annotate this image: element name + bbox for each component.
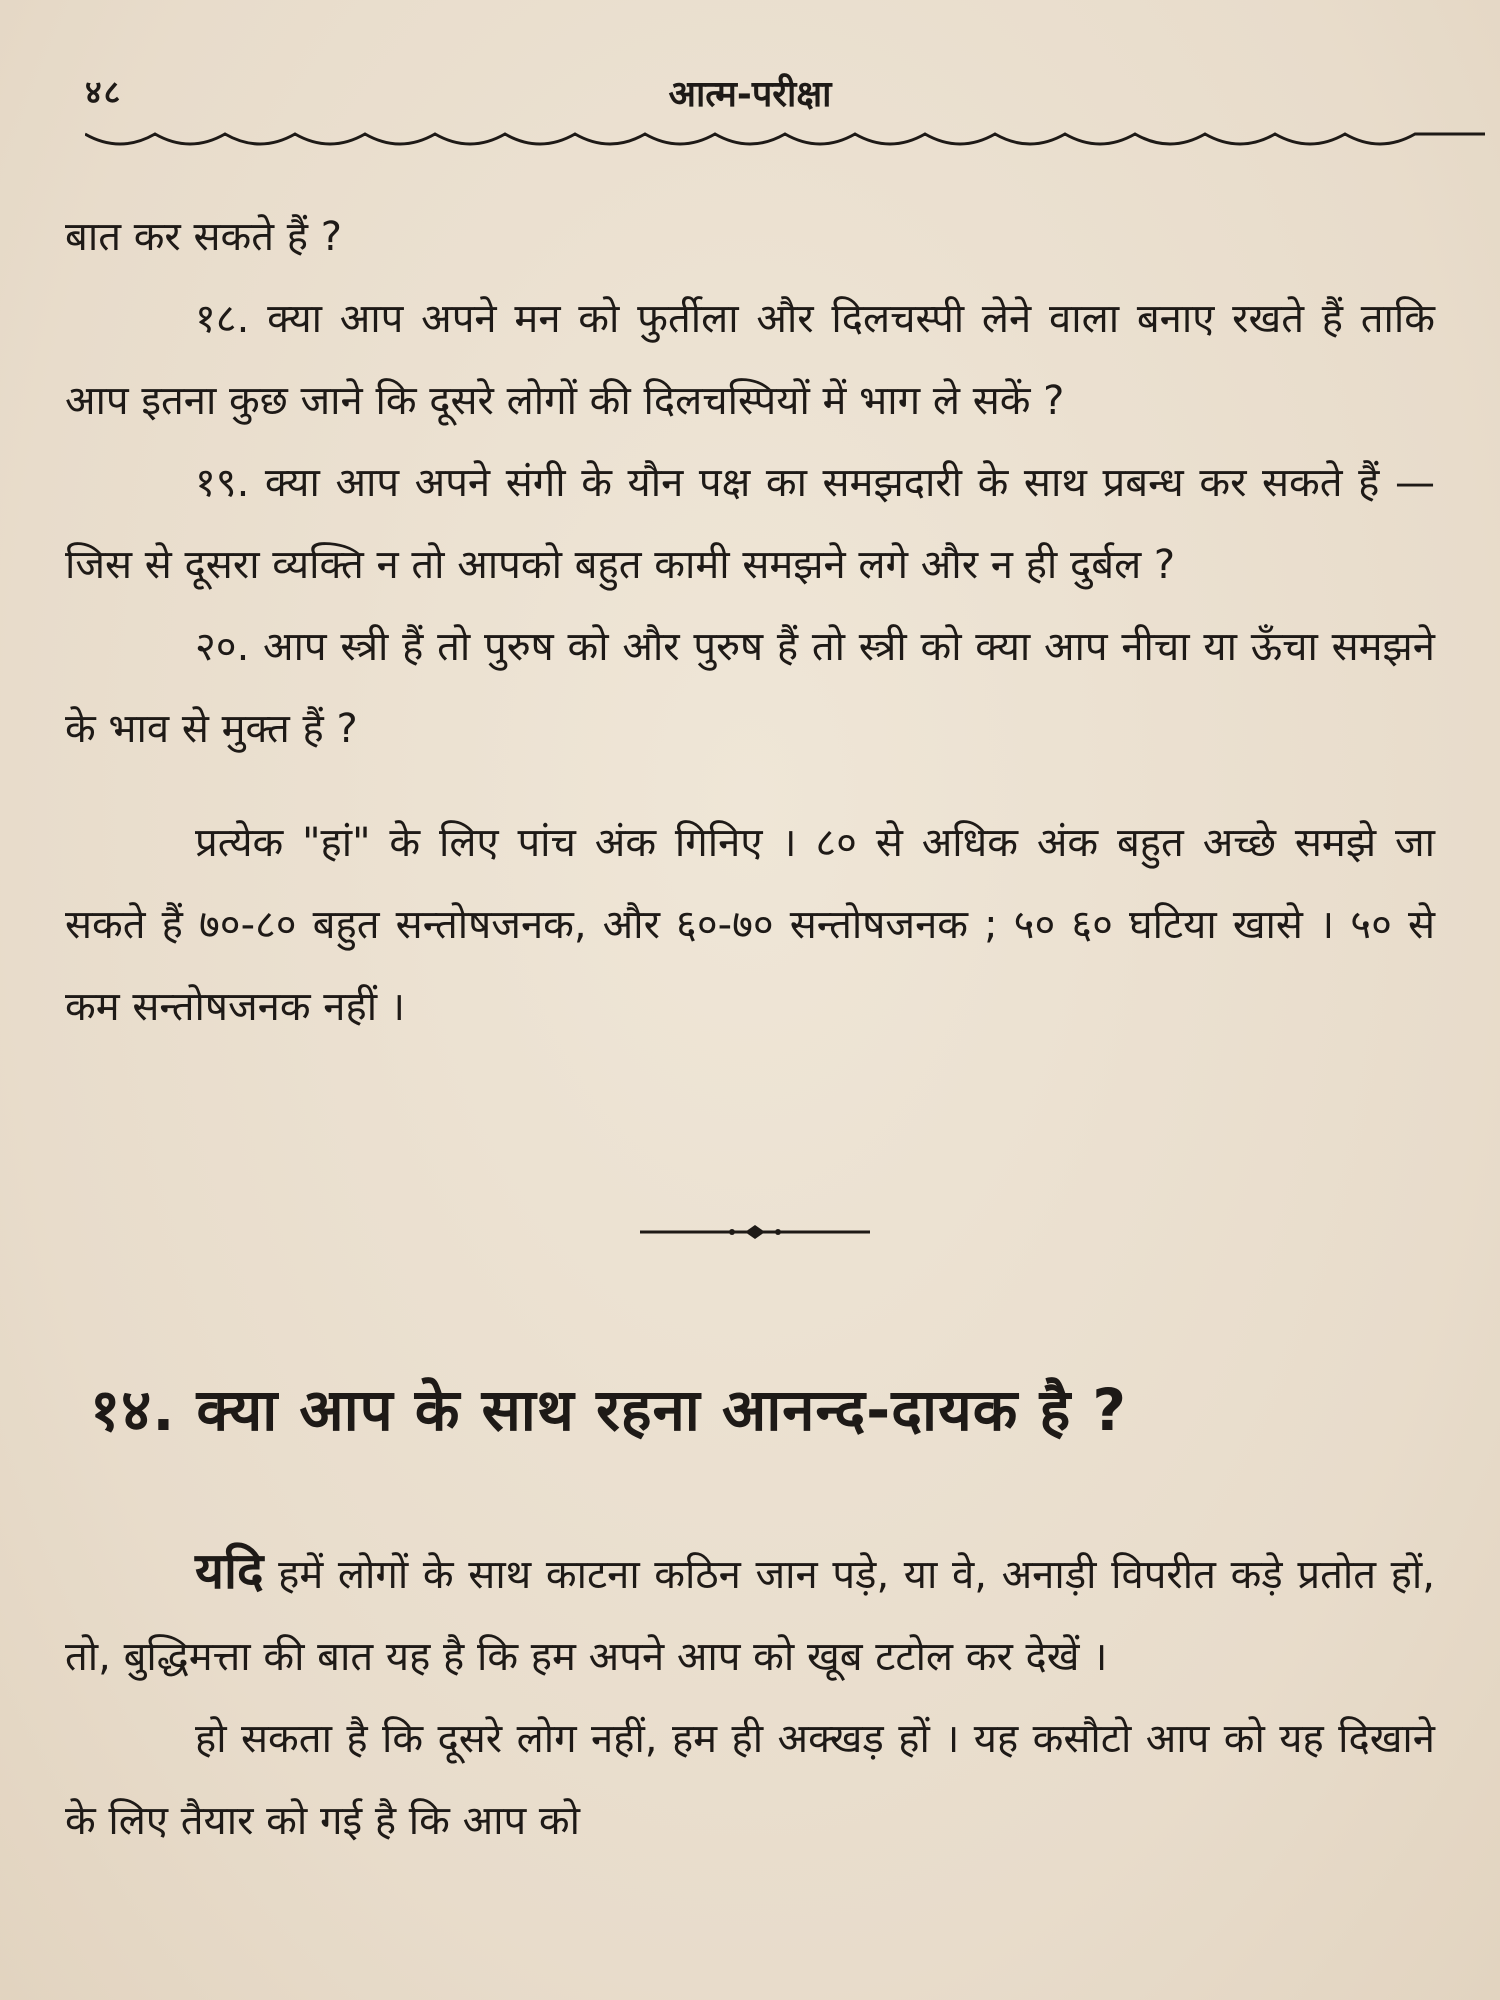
opening-word: यदि bbox=[195, 1542, 264, 1600]
chapter-heading: १४. क्या आप के साथ रहना आनन्द-दायक है ? bbox=[90, 1376, 1128, 1444]
chapter-paragraph-2: हो सकता है कि दूसरे लोग नहीं, हम ही अक्खड़ हों । यह कसौटो आप को यह दिखाने के लिए तैयार को गई है कि आप को bbox=[65, 1716, 1435, 1844]
page-number: ४८ bbox=[85, 73, 123, 111]
section-body bbox=[65, 196, 1435, 1048]
question-18: १८. क्या आप अपने मन को फुर्तीला और दिलचस्पी लेने वाला बनाए रखते हैं ताकि आप इतना कुछ जाने कि दूसरे लोगों की दिलचस्पियों में भाग ले सकें ? bbox=[65, 296, 1435, 424]
chapter-paragraph-1 bbox=[65, 1530, 1435, 1698]
running-title: आत्म-परीक्षा bbox=[668, 74, 832, 115]
scalloped-header-rule bbox=[85, 128, 1485, 158]
question-20: २०. आप स्त्री हैं तो पुरुष को और पुरुष हैं तो स्त्री को क्या आप नीचा या ऊँचा समझने के भाव से मुक्त हैं ? bbox=[65, 624, 1435, 752]
question-19: १९. क्या आप अपने संगी के यौन पक्ष का समझदारी के साथ प्रबन्ध कर सकते हैं — जिस से दूसरा व्यक्ति न तो आपको बहुत कामी समझने लगे और न ही दुर्बल ? bbox=[65, 460, 1435, 588]
chapter-paragraph-1-text: हमें लोगों के साथ काटना कठिन जान पड़े, या वे, अनाड़ी विपरीत कड़े प्रतोत हों, तो, बुद्धिमत्ता की बात यह है कि हम अपने आप को खूब टटोल कर देखें । bbox=[65, 1552, 1435, 1680]
section-divider-ornament bbox=[640, 1222, 870, 1242]
chapter-body bbox=[65, 1530, 1435, 1862]
paragraph-continuation: बात कर सकते हैं ? bbox=[65, 214, 342, 260]
scoring-paragraph: प्रत्येक "हां" के लिए पांच अंक गिनिए । ८० से अधिक अंक बहुत अच्छे समझे जा सकते हैं ७०-८० बहुत सन्तोषजनक, और ६०-७० सन्तोषजनक ; ५० ६० घटिया खासे । ५० से कम सन्तोषजनक नहीं । bbox=[65, 820, 1435, 1030]
page-header bbox=[85, 60, 1415, 120]
